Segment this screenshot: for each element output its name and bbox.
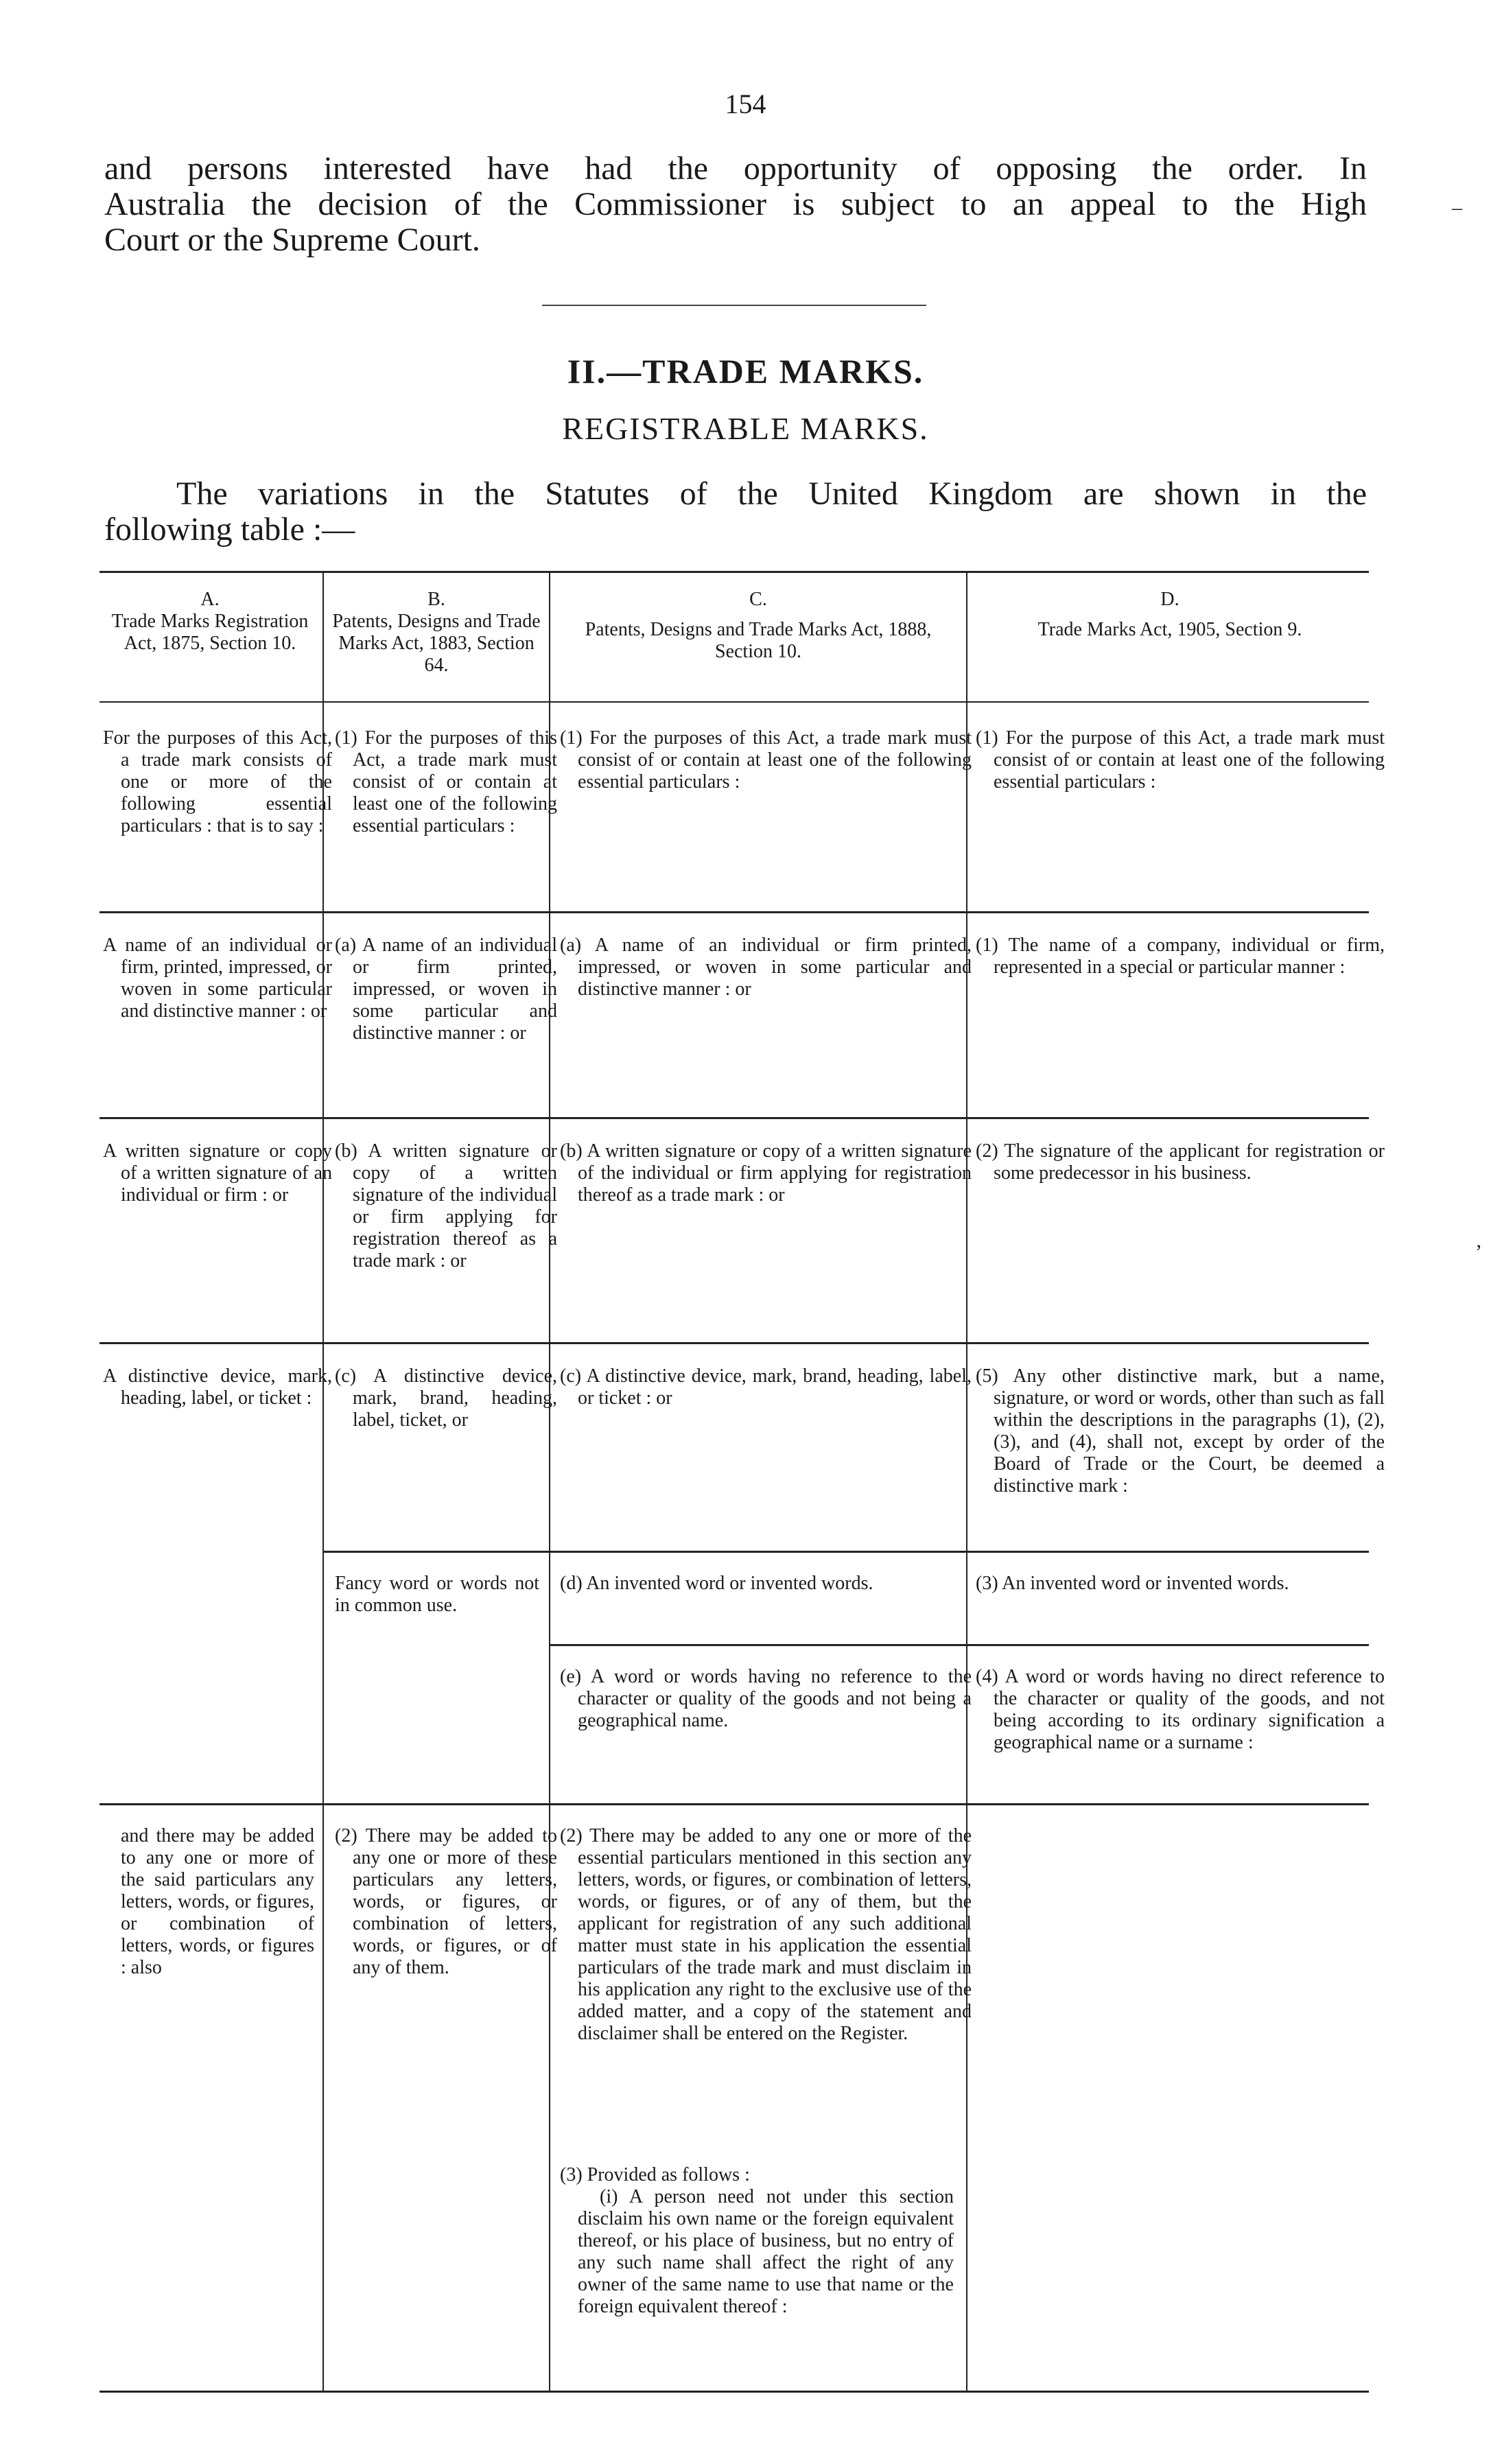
- cell-a: A name of an individual or firm, printed, impressed, or woven in some particular and distinctive manner : or: [103, 935, 332, 1022]
- row-rule: [549, 1644, 1369, 1646]
- column-divider-cd: [966, 571, 967, 2391]
- cell-a: A written signature or copy of a written signature of an individual or firm : or: [103, 1140, 332, 1206]
- column-header-d: [988, 589, 1352, 641]
- table-intro-line: The variations in the Statutes of the United Kingdom are shown in the: [176, 476, 1367, 512]
- column-letter: D.: [1160, 589, 1179, 610]
- column-title: Trade Marks Registration Act, 1875, Section 10.: [111, 611, 309, 654]
- cell-d: (1) For the purpose of this Act, a trade mark must consist of or contain at least one of the following essential particulars :: [976, 727, 1385, 793]
- table-intro-line: following table :—: [104, 511, 355, 548]
- margin-mark: –: [1452, 196, 1462, 219]
- table-bottom-rule: [99, 2391, 1369, 2393]
- column-divider-ab: [322, 1803, 324, 2391]
- intro-line: and persons interested have had the opportunity of opposing the order. In: [104, 150, 1367, 187]
- page-number: 154: [725, 89, 766, 119]
- cell-c: (2) There may be added to any one or more of the essential particulars mentioned in this section any letters, words, or figures, or combination of letters, words, or figures, or of any of them, but the applicant for registration of any such additional matter must state in his application the essential particulars of the trade mark and must disclaim in his application any right to the exclusive use of the added matter, and a copy of the statement and disclaimer shall be entered on the Register.: [560, 1825, 972, 2044]
- row-rule: [99, 911, 1369, 913]
- cell-c: (d) An invented word or invented words.: [560, 1573, 873, 1594]
- cell-c: (e) A word or words having no reference to the character or quality of the goods and not being a geographical name.: [560, 1666, 972, 1731]
- column-header-a: [103, 589, 317, 655]
- cell-b: (b) A written signature or copy of a written signature of the individual or firm applying for registration thereof as a trade mark : or: [335, 1140, 557, 1271]
- section-title: II.—TRADE MARKS.: [567, 352, 924, 390]
- cell-d: (5) Any other distinctive mark, but a name, signature, or word or words, other than such as fall within the descriptions in the paragraphs (1), (2), (3), and (4), shall not, except by order of the Board of Trade or the Court, be deemed a distinctive mark :: [976, 1365, 1385, 1497]
- column-letter: A.: [200, 589, 220, 610]
- column-header-b: [328, 589, 545, 677]
- cell-b: (a) A name of an individual or firm printed, impressed, or woven in some particular and distinctive manner : or: [335, 935, 557, 1044]
- table-header-rule: [99, 701, 1369, 703]
- column-title: Trade Marks Act, 1905, Section 9.: [1037, 619, 1302, 640]
- cell-c: (a) A name of an individual or firm printed, impressed, or woven in some particular and distinctive manner : or: [560, 935, 972, 1000]
- cell-a: For the purposes of this Act, a trade mark consists of one or more of the following essential particulars : that is to say :: [103, 727, 332, 836]
- section-subtitle: REGISTRABLE MARKS.: [562, 411, 929, 446]
- cell-b: (c) A distinctive device, mark, brand, heading, label, ticket, or: [335, 1365, 557, 1431]
- table-top-rule: [99, 571, 1369, 573]
- column-title: Patents, Designs and Trade Marks Act, 1883, Section 64.: [332, 611, 541, 676]
- cell-d: (4) A word or words having no direct reference to the character or quality of the goods, and not being according to its ordinary signification a geographical name or a surname :: [976, 1666, 1385, 1753]
- cell-c-proviso-item: (i) A person need not under this section disclaim his own name or the foreign equivalent thereof, or his place of business, but no entry of any such name shall affect the right of any owner of the same name to use that name or the foreign equivalent thereof :: [578, 2186, 954, 2317]
- margin-mark: ’: [1475, 1241, 1482, 1263]
- cell-b: (2) There may be added to any one or more of these particulars any letters, words, or figures, or combination of letters, words, or figures, or of any of them.: [335, 1825, 557, 1978]
- cell-c: (1) For the purposes of this Act, a trade mark must consist of or contain at least one of the following essential particulars :: [560, 727, 972, 793]
- intro-line: Court or the Supreme Court.: [104, 222, 480, 258]
- cell-d: (3) An invented word or invented words.: [976, 1573, 1289, 1594]
- row-rule: [324, 1551, 1369, 1553]
- row-rule: [99, 1803, 1369, 1805]
- cell-a: A distinctive device, mark, heading, label, or ticket :: [103, 1365, 332, 1409]
- column-title: Patents, Designs and Trade Marks Act, 1888, Section 10.: [585, 619, 932, 662]
- section-separator: [542, 305, 926, 306]
- cell-a: and there may be added to any one or more of the said particulars any letters, words, or figures, or combination of letters, words, or figures : also: [121, 1825, 314, 1978]
- cell-d: (2) The signature of the applicant for registration or some predecessor in his business.: [976, 1140, 1385, 1184]
- row-rule: [99, 1117, 1369, 1119]
- cell-b: Fancy word or words not in common use.: [335, 1573, 539, 1616]
- cell-c: (c) A distinctive device, mark, brand, heading, label, or ticket : or: [560, 1365, 972, 1409]
- row-rule: [99, 1342, 1369, 1344]
- column-letter: C.: [749, 589, 767, 610]
- intro-line: Australia the decision of the Commissioner is subject to an appeal to the High: [104, 186, 1367, 222]
- cell-d: (1) The name of a company, individual or firm, represented in a special or particular manner :: [976, 935, 1385, 978]
- column-letter: B.: [427, 589, 445, 610]
- column-header-c: [576, 589, 940, 663]
- cell-c-proviso: (3) Provided as follows :: [560, 2164, 750, 2185]
- cell-c: (b) A written signature or copy of a written signature of the individual or firm applying for registration thereof as a trade mark : or: [560, 1140, 972, 1206]
- table-intro-paragraph: [104, 476, 1367, 548]
- intro-paragraph: [104, 151, 1367, 258]
- cell-b: (1) For the purposes of this Act, a trade mark must consist of or contain at least one of the following essential particulars :: [335, 727, 557, 836]
